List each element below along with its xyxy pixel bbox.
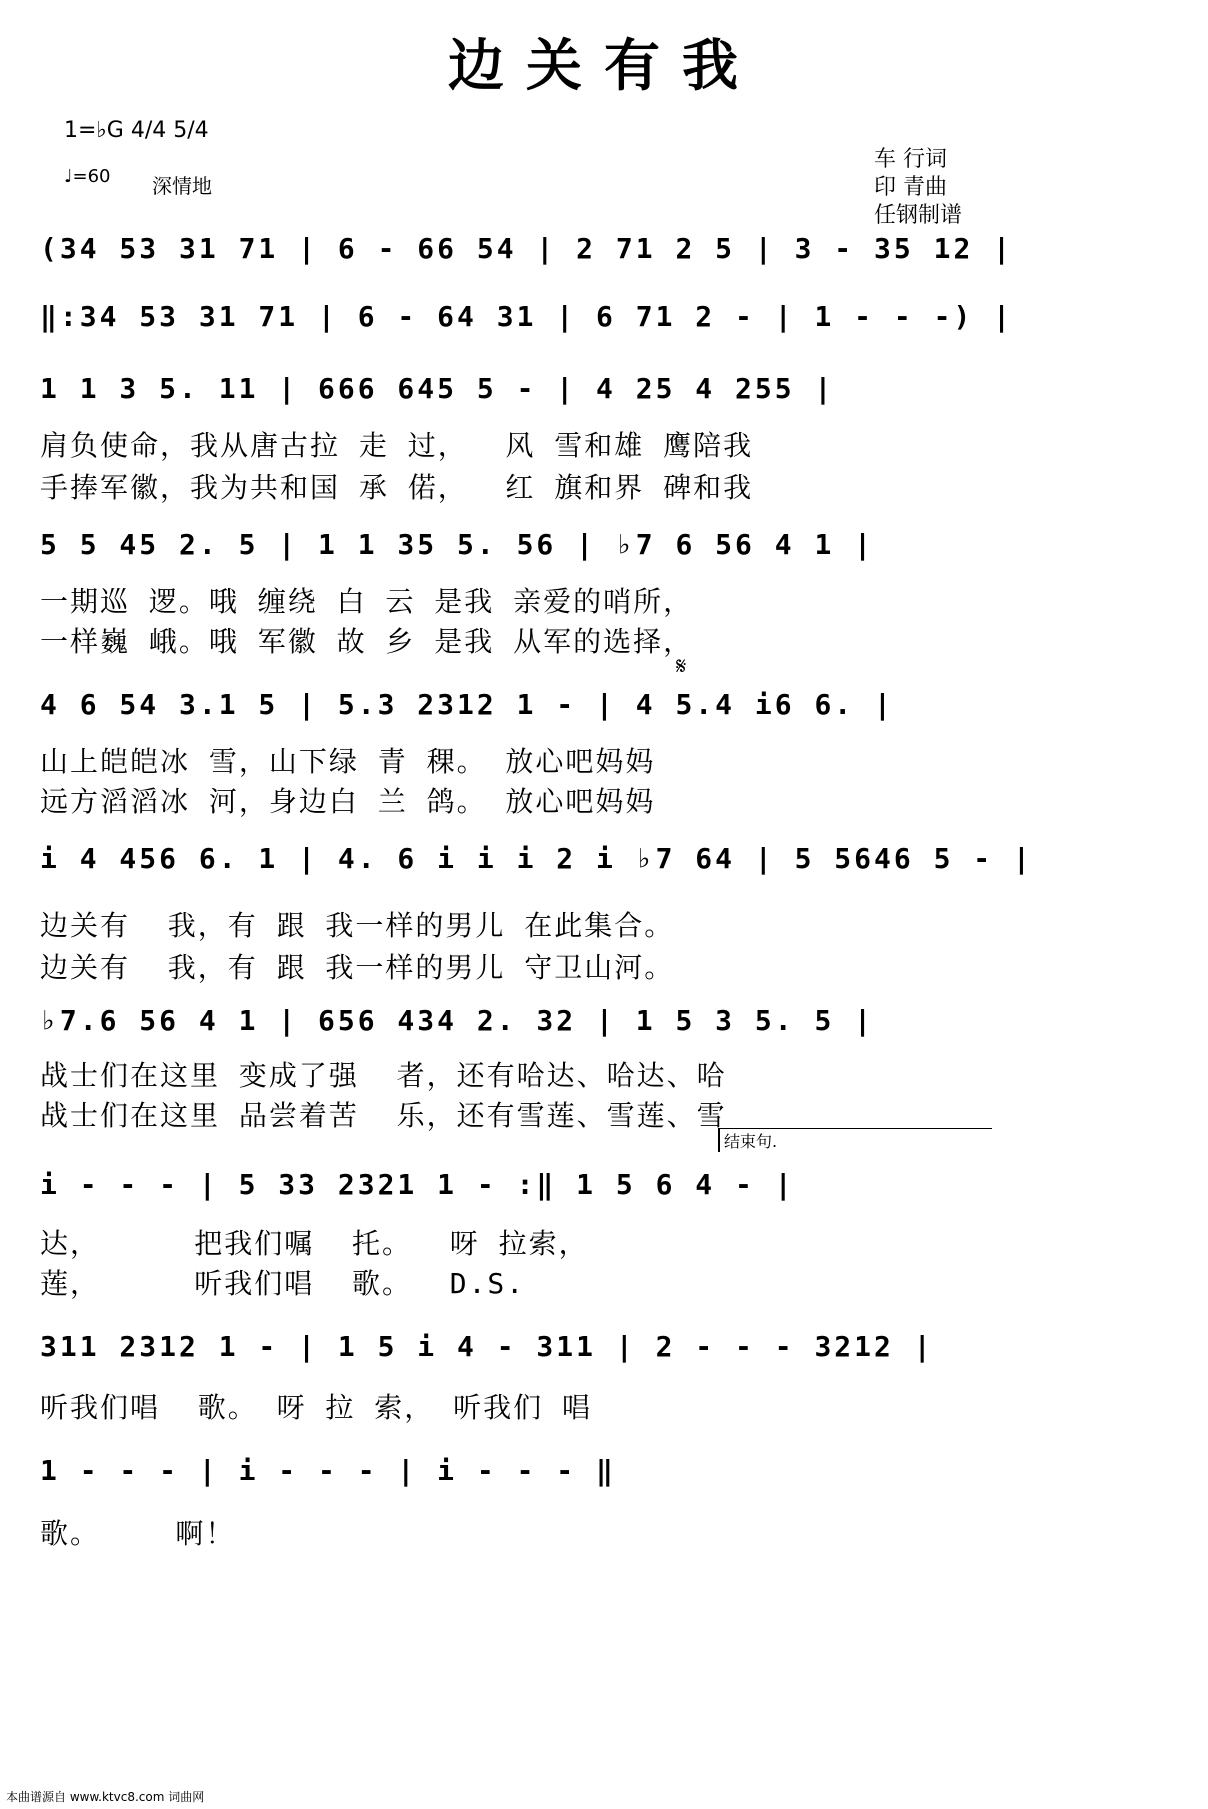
lyric-verse-1: 一期巡 逻。哦 缠绕 白 云 是我 亲爱的哨所， [40, 585, 694, 618]
source-footer: 本曲谱源自 www.ktvc8.com 词曲网 [6, 1790, 205, 1804]
lyric-verse-1: 战士们在这里 变成了强 者，还有哈达、哈达、哈 [40, 1059, 727, 1092]
ending-bracket: 结束句. [718, 1128, 992, 1152]
segno-mark: 𝄋 [676, 652, 687, 680]
notation-line: i - - - | 5 33 2321 1 - :‖ 1 5 6 4 - | [40, 1168, 795, 1201]
lyric-verse-1: 歌。 啊！ [40, 1517, 236, 1550]
notation-line: 5 5 45 2. 5 | 1 1 35 5. 56 | ♭7 6 56 4 1 | [40, 528, 875, 561]
lyric-verse-1: 听我们唱 歌。 呀 拉 索， 听我们 唱 [40, 1391, 593, 1424]
notation-line: 4 6 54 3.1 5 | 5.3 2312 1 - | 4 5.4 i6 6. | [40, 688, 894, 721]
lyric-verse-2: 边关有 我，有 跟 我一样的男儿 守卫山河。 [40, 951, 675, 984]
lyricist: 车 行词 [873, 147, 947, 172]
composer: 印 青曲 [873, 175, 947, 200]
lyric-verse-2: 一样巍 峨。哦 军徽 故 乡 是我 从军的选择， [40, 625, 694, 658]
key-signature: 1=♭G 4/4 5/4 [64, 118, 209, 143]
notation-line: 1 - - - | i - - - | i - - - ‖ [40, 1454, 616, 1487]
notation-line: ‖:34 53 31 71 | 6 - 64 31 | 6 71 2 - | 1 - - -) | [40, 300, 1014, 333]
tempo-mark: ♩=60 [64, 166, 111, 187]
lyric-verse-2: 莲， 听我们唱 歌。 D.S. [40, 1267, 526, 1300]
lyric-verse-1: 肩负使命，我从唐古拉 走 过， 风 雪和雄 鹰陪我 [40, 429, 754, 462]
notation-line: i 4 456 6. 1 | 4. 6 i i i 2 i ♭7 64 | 5 5646 5 - | [40, 842, 1033, 875]
notation-line: (34 53 31 71 | 6 - 66 54 | 2 71 2 5 | 3 - 35 12 | [40, 232, 1014, 265]
lyric-verse-2: 远方滔滔冰 河，身边白 兰 鸽。 放心吧妈妈 [40, 785, 656, 818]
notation-line: ♭7.6 56 4 1 | 656 434 2. 32 | 1 5 3 5. 5 | [40, 1004, 875, 1037]
lyric-verse-1: 边关有 我，有 跟 我一样的男儿 在此集合。 [40, 909, 675, 942]
expression-mark: 深情地 [152, 174, 212, 198]
lyric-verse-2: 战士们在这里 品尝着苦 乐，还有雪莲、雪莲、雪 [40, 1099, 727, 1132]
notation-line: 311 2312 1 - | 1 5 i 4 - 311 | 2 - - - 3212 | [40, 1330, 934, 1363]
lyric-verse-1: 山上皑皑冰 雪，山下绿 青 稞。 放心吧妈妈 [40, 745, 656, 778]
credits [874, 146, 962, 230]
song-title: 边关有我 [448, 33, 760, 99]
engraver: 任钢制谱 [873, 203, 962, 228]
lyric-verse-2: 手捧军徽，我为共和国 承 偌， 红 旗和界 碑和我 [40, 471, 754, 504]
lyric-verse-1: 达， 把我们嘱 托。 呀 拉索， [40, 1227, 589, 1260]
notation-line: 1 1 3 5. 11 | 666 645 5 - | 4 25 4 255 | [40, 372, 835, 405]
